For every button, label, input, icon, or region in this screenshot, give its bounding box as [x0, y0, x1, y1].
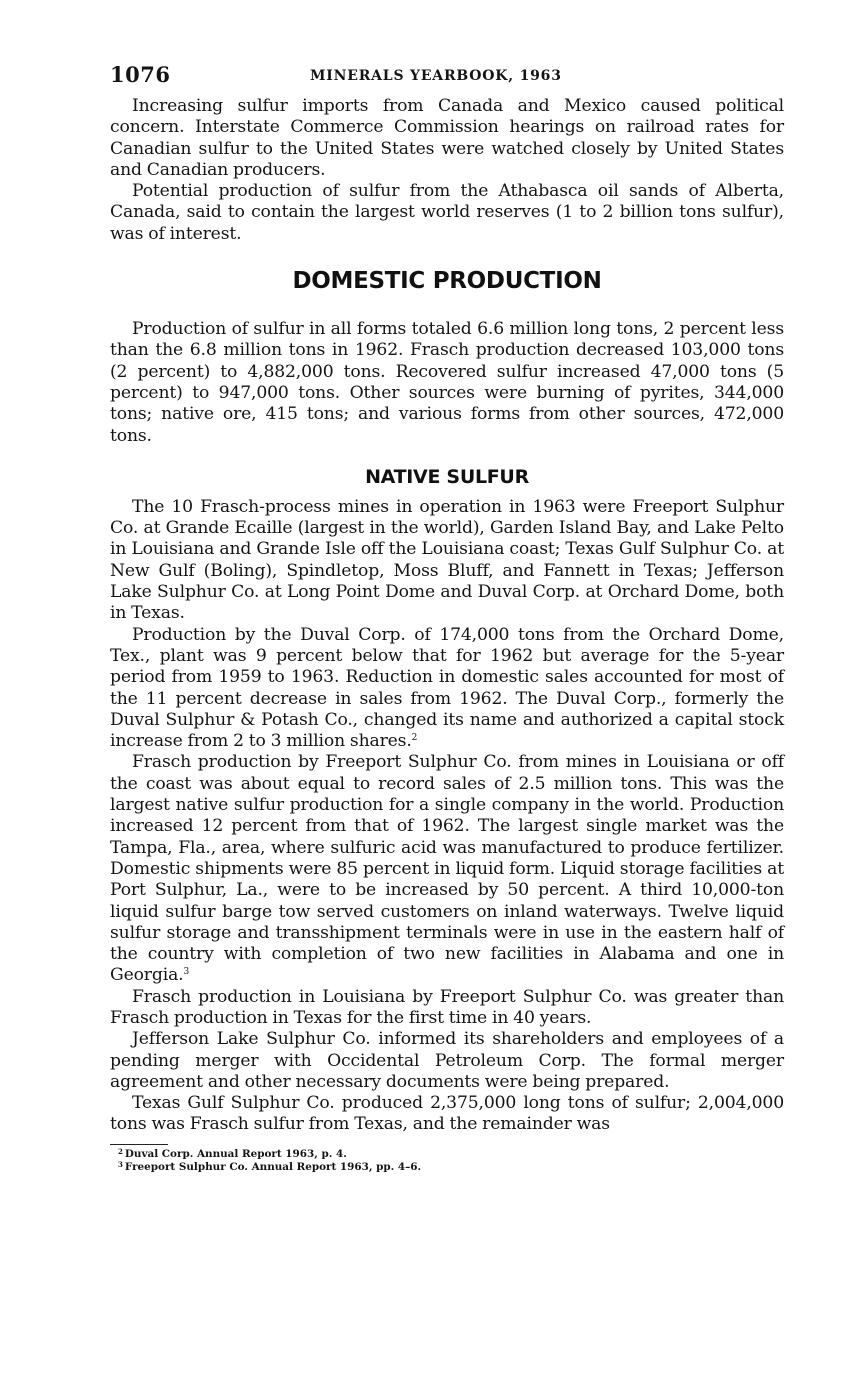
domestic-section — [110, 319, 784, 447]
paragraph: Potential production of sulfur from the Athabasca oil sands of Alberta, Canada, said to contain the largest world reserves (1 to 2 billion tons sulfur), was of interest. — [110, 181, 784, 244]
paragraph — [110, 625, 784, 753]
running-head — [110, 62, 784, 96]
document-page — [110, 62, 784, 1174]
paragraph: Increasing sulfur imports from Canada and Mexico caused political concern. Interstate Commerce Commission hearings on railroad rates for Canadian sulfur to the United States were watched closely by United States and Canadian producers. — [110, 96, 784, 180]
footnote-text: Freeport Sulphur Co. Annual Report 1963, pp. 4–6. — [124, 1160, 422, 1173]
footnote — [118, 1148, 784, 1161]
footnote-text: Duval Corp. Annual Report 1963, p. 4. — [124, 1147, 347, 1160]
running-title: MINERALS YEARBOOK, 1963 — [310, 68, 562, 84]
footnote-marker: 3 — [118, 1159, 123, 1169]
paragraph: Frasch production in Louisiana by Freeport Sulphur Co. was greater than Frasch production in Texas for the first time in 40 years. — [110, 986, 784, 1028]
paragraph-text: Production by the Duval Corp. of 174,000 tons from the Orchard Dome, Tex., plant was 9 percent below that for 1962 but average for the 5-year period from 1959 to 1963. Reduction in domestic sales accounted for most of the 11 percent decrease in sales from 1962. The Duval Corp., formerly the Duval Sulphur & Potash Co., changed its name and authorized a capital stock increase from 2 to 3 million shares. — [110, 624, 784, 752]
page-number: 1076 — [110, 62, 171, 87]
paragraph-text: Frasch production by Freeport Sulphur Co. from mines in Louisiana or off the coast was about equal to record sales of 2.5 million tons. This was the largest native sulfur production for a single company in the world. Production increased 12 percent from that of 1962. The largest single market was the Tampa, Fla., area, where sulfuric acid was manufactured to produce fertilizer. Domestic shipments were 85 percent in liquid form. Liquid storage facilities at Port Sulphur, La., were to be increased by 50 percent. A third 10,000-ton liquid sulfur barge tow served customers on inland waterways. Twelve liquid sulfur storage and transshipment terminals were in use in the eastern half of the country with completion of two new facilities in Alabama and one in Georgia. — [110, 752, 784, 986]
paragraph: Production of sulfur in all forms totaled 6.6 million long tons, 2 percent less than the 6.8 million tons in 1962. Frasch production decreased 103,000 tons (2 percent) to 4,882,000 tons. Recovered sulfur increased 47,000 tons (5 percent) to 947,000 tons. Other sources were burning of pyrites, 344,000 tons; native ore, 415 tons; and various forms from other sources, 472,000 tons. — [110, 319, 784, 446]
paragraph — [110, 752, 784, 986]
native-sulfur-section — [110, 497, 784, 1136]
footnote-divider — [110, 1144, 168, 1145]
intro-section — [110, 96, 784, 245]
footnotes — [110, 1148, 784, 1174]
section-heading-native-sulfur: NATIVE SULFUR — [365, 465, 529, 488]
footnote-reference: 2 — [411, 733, 418, 744]
section-heading-domestic-production: DOMESTIC PRODUCTION — [292, 268, 602, 295]
footnote — [118, 1161, 784, 1174]
paragraph: Jefferson Lake Sulphur Co. informed its shareholders and employees of a pending merger with Occidental Petroleum Corp. The formal merger agreement and other necessary documents were being prepared. — [110, 1029, 784, 1092]
footnote-reference: 3 — [183, 967, 190, 978]
paragraph: Texas Gulf Sulphur Co. produced 2,375,000 long tons of sulfur; 2,004,000 tons was Frasch sulfur from Texas, and the remainder was — [110, 1093, 784, 1135]
footnote-marker: 2 — [118, 1146, 123, 1156]
paragraph: The 10 Frasch-process mines in operation in 1963 were Freeport Sulphur Co. at Grande Ecaille (largest in the world), Garden Island Bay, and Lake Pelto in Louisiana and Grande Isle off the Louisiana coast; Texas Gulf Sulphur Co. at New Gulf (Boling), Spindletop, Moss Bluff, and Fannett in Texas; Jefferson Lake Sulphur Co. at Long Point Dome and Duval Corp. at Orchard Dome, both in Texas. — [110, 496, 784, 624]
